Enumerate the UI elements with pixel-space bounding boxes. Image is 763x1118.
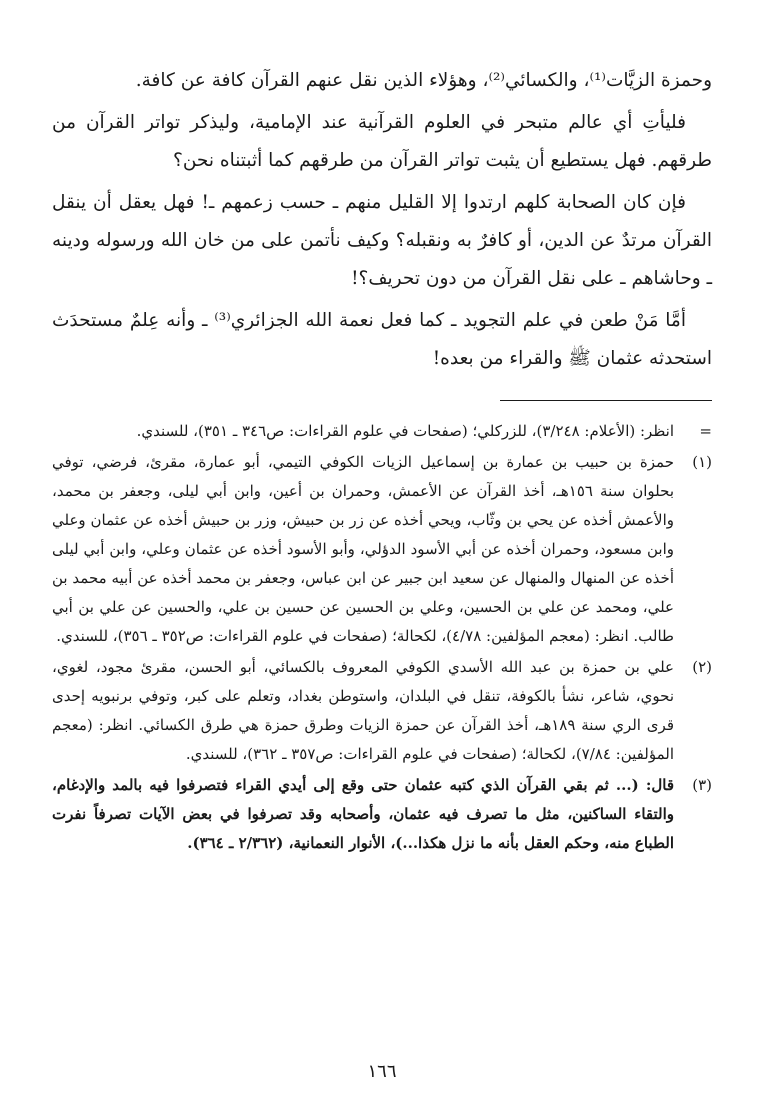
footnote-3 [52, 771, 712, 858]
footnote-continuation-text: انظر: (الأعلام: ٣/٢٤٨)، للزركلي؛ (صفحات في علوم القراءات: ص٣٤٦ ـ ٣٥١)، للسندي. [136, 422, 674, 440]
body-paragraph-2: فليأتِ أي عالم متبحر في العلوم القرآنية عند الإمامية، وليذكر تواتر القرآن من طرقهم. فهل يستطيع أن يثبت تواتر القرآن من طرقهم كما أثبتناه نحن؟ [52, 112, 712, 171]
body-paragraph-3: فإن كان الصحابة كلهم ارتدوا إلا القليل منهم ـ حسب زعمهم ـ! فهل يعقل أن ينقل القرآن مرتدٌ عن الدين، أو كافرٌ به ونقبله؟ وكيف نأتمن على من خان الله ورسوله ودينه ـ وحاشاهم ـ على نقل القرآن من دون تحريف؟! [52, 192, 712, 289]
footnote-continuation-mark: = [699, 422, 712, 440]
footnote-2-text: علي بن حمزة بن عبد الله الأسدي الكوفي المعروف بالكسائي، أبو الحسن، مقرئ مجود، لغوي، نحوي، شاعر، نشأ بالكوفة، تنقل في البلدان، واستوطن بغداد، وتعلم على كبر، وتوفي برنبويه إحدى قرى الري سنة ١٨٩هـ، أخذ القرآن عن حمزة الزيات وطرق حمزة هي طرق الكسائي. انظر: (معجم المؤلفين: ٧/٨٤)، لكحالة؛ (صفحات في علوم القراءات: ص٣٥٧ ـ ٣٦٢)، للسندي. [52, 658, 674, 763]
footnote-continuation [52, 417, 712, 446]
footnote-1-mark: (١) [692, 453, 712, 471]
book-page [52, 62, 712, 1082]
footnote-3-mark: (٣) [692, 776, 712, 794]
footnote-2-mark: (٢) [692, 658, 712, 676]
page-number: ١٦٦ [367, 1061, 397, 1082]
body-paragraph-1: وحمزة الزيَّات⁽¹⁾، والكسائي⁽²⁾، وهؤلاء الذين نقل عنهم القرآن كافة عن كافة. [135, 70, 712, 91]
footnote-3-text: قال: (... ثم بقي القرآن الذي كتبه عثمان حتى وقع إلى أيدي القراء فتصرفوا فيه بالمد والإدغام، والتقاء الساكنين، مثل ما تصرف فيه عثمان، وأصحابه وقد تصرفوا في بعض الآيات تصرفاً نفرت الطباع منه، وحكم العقل بأنه ما نزل هكذا...)، الأنوار النعمانية، (٢/٣٦٢ ـ ٣٦٤). [52, 776, 674, 852]
footnote-1-text: حمزة بن حبيب بن عمارة بن إسماعيل الزيات الكوفي التيمي، أبو عمارة، مقرئ، فرضي، توفي بحلوان سنة ١٥٦هـ، أخذ القرآن عن الأعمش، وحمران بن أعين، وابن أبي ليلى، وجعفر بن محمد، والأعمش أخذه عن يحي بن وثّاب، ويحي أخذه عن زر بن حبيش، وزر بن حبيش أخذه عن عثمان وعلي وابن مسعود، وحمران أخذه عن أبي الأسود الدؤلي، وأبو الأسود أخذه عن عثمان وعلي، وابن أبي ليلى أخذه عن المنهال والمنهال عن سعيد ابن جبير عن ابن عباس، وجعفر بن محمد أخذه عن أبيه محمد بن علي، ومحمد عن علي بن الحسين، وعلي بن الحسين عن حسين بن علي، والحسين عن علي بن أبي طالب. انظر: (معجم المؤلفين: ٤/٧٨)، لكحالة؛ (صفحات في علوم القراءات: ص٣٥٢ ـ ٣٥٦)، للسندي. [52, 453, 675, 645]
footnote-2 [52, 653, 712, 769]
body-paragraph-4: أمَّا مَنْ طعن في علم التجويد ـ كما فعل نعمة الله الجزائري⁽³⁾ ـ وأنه عِلمٌ مستحدَث استحدثه عثمان ﷺ والقراء من بعده! [52, 310, 712, 369]
footnote-1 [52, 448, 712, 651]
footnote-separator [500, 400, 712, 401]
